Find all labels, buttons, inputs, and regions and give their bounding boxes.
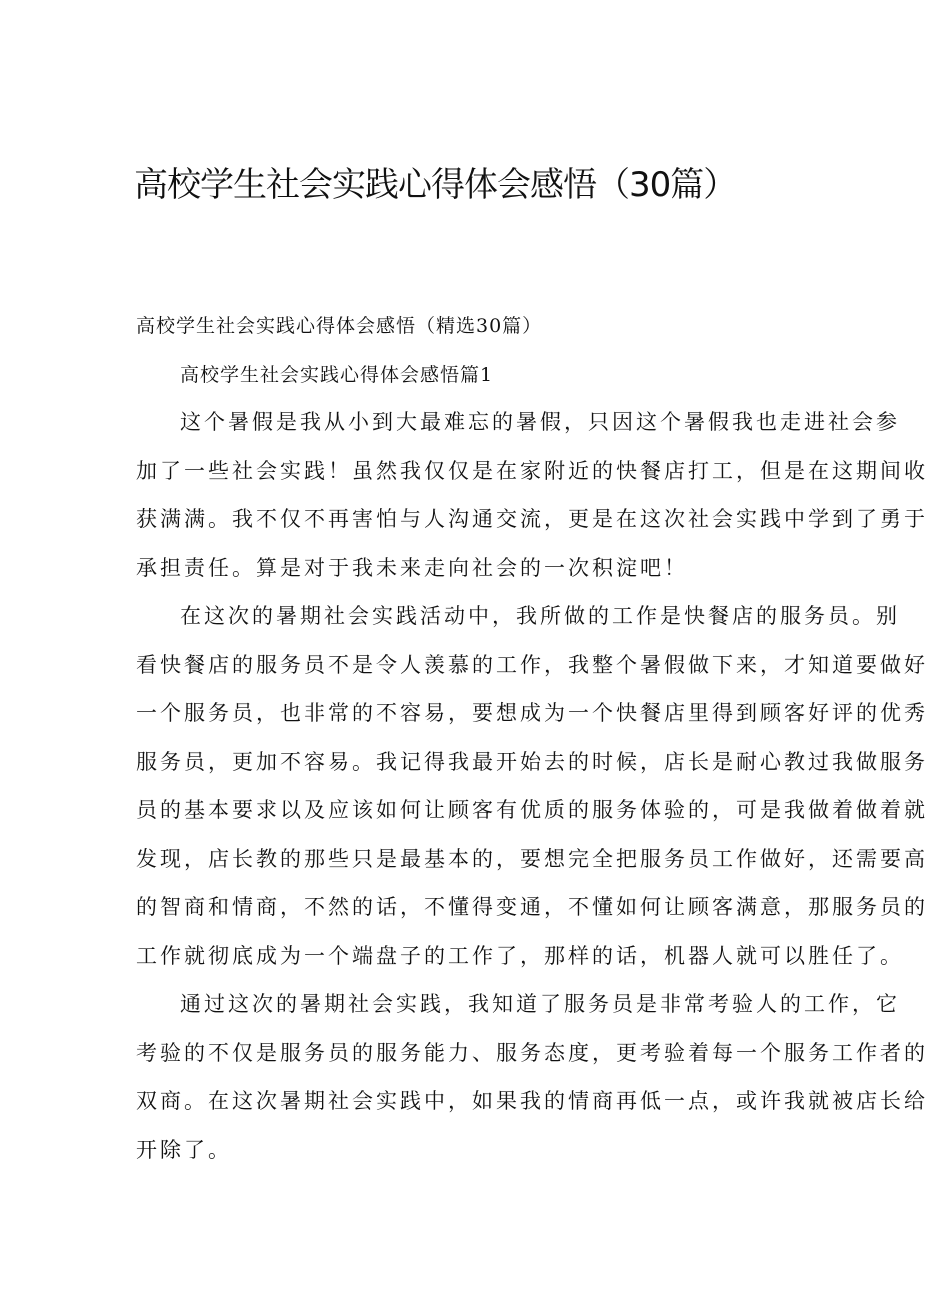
paragraph-line: 的智商和情商，不然的话，不懂得变通，不懂如何让顾客满意，那服务员的 <box>136 895 928 919</box>
paragraph-line: 双商。在这次暑期社会实践中，如果我的情商再低一点，或许我就被店长给 <box>136 1089 928 1113</box>
paragraph-line: 一个服务员，也非常的不容易，要想成为一个快餐店里得到顾客好评的优秀 <box>136 701 928 725</box>
section-heading: 高校学生社会实践心得体会感悟篇1 <box>180 364 494 386</box>
paragraph-line: 发现，店长教的那些只是最基本的，要想完全把服务员工作做好，还需要高 <box>136 846 928 871</box>
paragraph-line: 工作就彻底成为一个端盘子的工作了，那样的话，机器人就可以胜任了。 <box>136 943 904 968</box>
paragraph-line: 看快餐店的服务员不是令人羡慕的工作，我整个暑假做下来，才知道要做好 <box>136 652 928 677</box>
document-subtitle: 高校学生社会实践心得体会感悟（精选30篇） <box>136 315 543 337</box>
document-body <box>136 398 928 1174</box>
paragraph-2 <box>136 592 928 980</box>
paragraph-line: 开除了。 <box>136 1137 232 1162</box>
paragraph-line: 加了一些社会实践！虽然我仅仅是在家附近的快餐店打工，但是在这期间收 <box>136 458 928 483</box>
paragraph-line: 员的基本要求以及应该如何让顾客有优质的服务体验的，可是我做着做着就 <box>136 798 928 822</box>
paragraph-line: 服务员，更加不容易。我记得我最开始去的时候，店长是耐心教过我做服务 <box>136 749 928 774</box>
paragraph-line: 获满满。我不仅不再害怕与人沟通交流，更是在这次社会实践中学到了勇于 <box>136 507 928 531</box>
paragraph-line: 承担责任。算是对于我未来走向社会的一次积淀吧！ <box>136 555 688 580</box>
paragraph-3 <box>136 980 928 1174</box>
document-title: 高校学生社会实践心得体会感悟（30篇） <box>134 165 737 205</box>
paragraph-line: 考验的不仅是服务员的服务能力、服务态度，更考验着每一个服务工作者的 <box>136 1040 928 1065</box>
paragraph-line: 在这次的暑期社会实践活动中，我所做的工作是快餐店的服务员。别 <box>180 604 900 628</box>
paragraph-1 <box>136 398 928 592</box>
paragraph-line: 通过这次的暑期社会实践，我知道了服务员是非常考验人的工作，它 <box>180 992 900 1016</box>
paragraph-line: 这个暑假是我从小到大最难忘的暑假，只因这个暑假我也走进社会参 <box>180 410 900 434</box>
